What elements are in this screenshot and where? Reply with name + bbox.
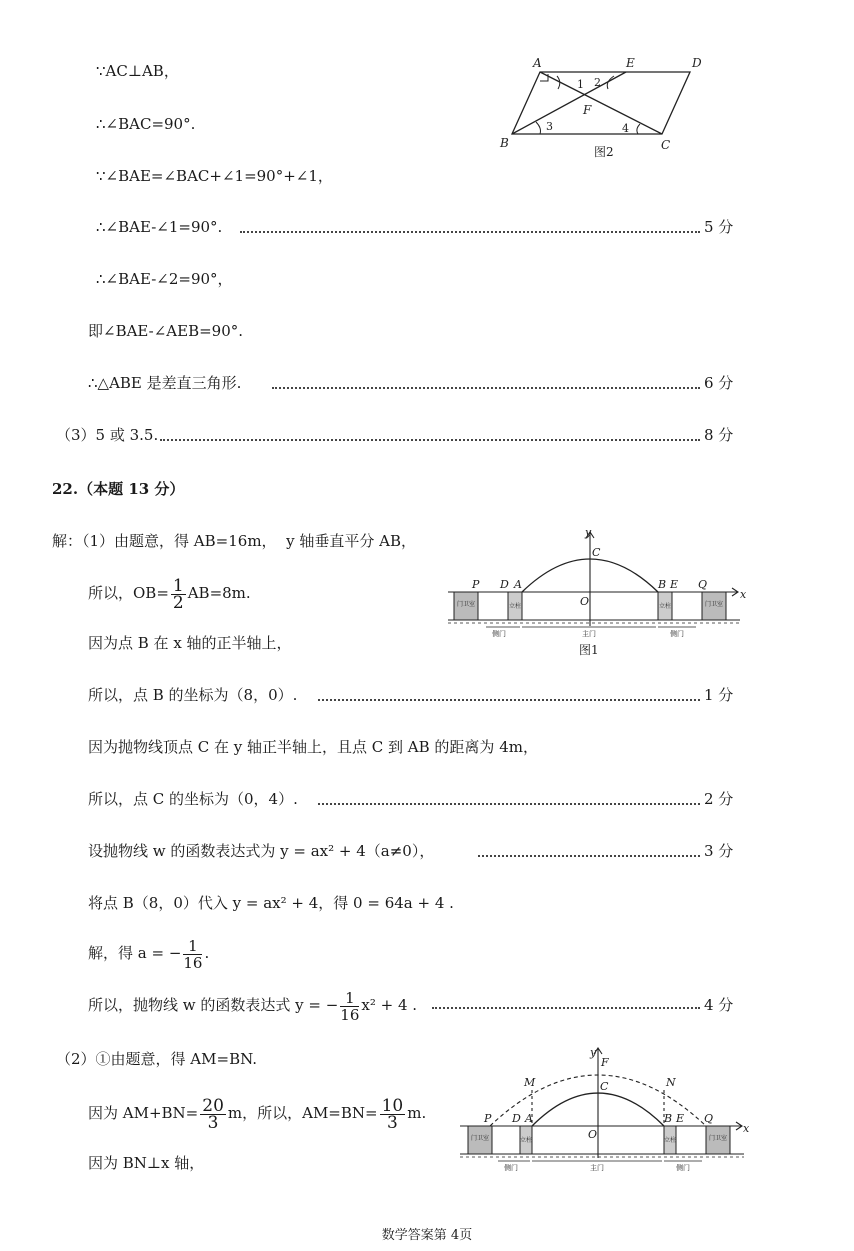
fig2-label-e: E (626, 56, 635, 70)
text-segment: x² + 4 . (361, 996, 418, 1014)
score-mark: 5 分 (704, 218, 734, 236)
solution-line-3: 因为点 B 在 x 轴的正半轴上， (88, 634, 292, 652)
proof-line-5: ∴∠BAE-∠2=90°， (96, 270, 233, 288)
proof-line-3: ∵∠BAE=∠BAC+∠1=90°+∠1， (96, 167, 333, 185)
fig1-guard-left-text: 门卫室 (457, 601, 476, 608)
text-segment: 所以，OB= (88, 584, 169, 602)
fig3-guard-left-text: 门卫室 (471, 1135, 490, 1142)
text-segment: 因为 AM+BN= (88, 1104, 199, 1122)
fig3-side-gate-left: 侧门 (504, 1164, 518, 1172)
fig3-post-left-text: 立柱 (520, 1137, 533, 1144)
solution-line-6: 所以，点 C 的坐标为（0，4）. (88, 790, 298, 808)
score-mark: 6 分 (704, 374, 734, 392)
proof-line-7: ∴△ABE 是差直三角形. (88, 374, 242, 392)
fig3-label-m: M (524, 1076, 536, 1089)
fraction-ten-thirds (380, 1095, 406, 1133)
angle-3-arc (536, 122, 541, 134)
fig1-post-right-text: 立柱 (659, 603, 672, 610)
fig3-label-a: A (525, 1112, 533, 1125)
fraction-numerator: 20 (202, 1095, 224, 1116)
fig3-label-p: P (484, 1112, 492, 1125)
fraction-denominator: 16 (183, 953, 203, 972)
fig2-angle-1: 1 (577, 78, 584, 91)
segment-ac (540, 72, 662, 134)
fig3-main-gate: 主门 (590, 1164, 604, 1172)
figure-3-gate-two-parabolas (452, 1044, 752, 1176)
part2-line-1: （2）①由题意，得 AM=BN. (56, 1050, 258, 1068)
fig1-side-gate-left: 侧门 (492, 630, 506, 638)
dot-leader (478, 853, 700, 857)
dot-leader (432, 1005, 700, 1009)
fig1-label-q: Q (698, 578, 708, 591)
fig1-label-o: O (580, 595, 590, 608)
fig3-label-o: O (588, 1128, 598, 1141)
fig2-angle-3: 3 (546, 120, 553, 133)
score-mark: 3 分 (704, 842, 734, 860)
solution-line-1 (52, 530, 416, 552)
text-segment: AB=8m. (187, 584, 251, 602)
part2-line-2 (88, 1094, 426, 1132)
solution-line-10 (88, 988, 417, 1023)
fig3-guard-right-text: 门卫室 (709, 1135, 728, 1142)
page-footer: 数学答案第 4页 (381, 1228, 473, 1243)
fraction-denominator: 2 (172, 592, 184, 613)
text-segment: 解，得 a = − (88, 944, 182, 962)
text-segment: 解：（1）由题意，得 AB=16m， (52, 532, 277, 550)
fraction-twenty-thirds (200, 1095, 226, 1133)
score-mark: 8 分 (704, 426, 734, 444)
text-segment: m. (407, 1104, 427, 1122)
solution-line-9: 解，得 a = − $\frac{1}{16}$ . (88, 936, 210, 972)
solution-line-2 (88, 576, 251, 611)
fig1-post-left-text: 立柱 (509, 603, 522, 610)
fraction-one-sixteenth (340, 990, 359, 1023)
fig3-label-d: D (512, 1112, 521, 1125)
fraction-denominator: 3 (387, 1112, 398, 1133)
fig3-post-right-text: 立柱 (664, 1137, 677, 1144)
solution-line-7: 设抛物线 w 的函数表达式为 y = ax² + 4（a≠0）， (88, 842, 435, 860)
fig1-label-b: B (658, 578, 667, 591)
fraction-denominator: 16 (340, 1005, 360, 1024)
dot-leader (318, 697, 700, 701)
fig2-label-d: D (692, 56, 702, 70)
fig3-label-x: x (743, 1122, 750, 1135)
angle-1-arc (557, 76, 560, 89)
answer-line-3: （3）5 或 3.5. (56, 426, 159, 444)
fraction-numerator: 1 (340, 990, 359, 1007)
score-mark: 4 分 (704, 996, 734, 1014)
text-segment: y 轴垂直平分 AB， (286, 532, 416, 550)
solution-line-8: 将点 B（8，0）代入 y = ax² + 4，得 0 = 64a + 4 . (88, 894, 454, 912)
fig1-caption: 图1 (579, 643, 599, 657)
fig1-label-p: P (472, 578, 480, 591)
dot-leader (240, 229, 700, 233)
angle-2-arc (607, 76, 614, 89)
question-22-header (52, 478, 184, 500)
fig2-label-c: C (661, 138, 671, 152)
dot-leader (160, 437, 700, 441)
figure-1-gate-parabola (440, 526, 750, 658)
fig1-guard-right-text: 门卫室 (705, 601, 724, 608)
fraction-one-half (171, 575, 186, 613)
fig3-label-y: y (590, 1046, 597, 1059)
fig3-label-c: C (600, 1080, 609, 1093)
fig1-label-c: C (592, 546, 601, 559)
fig3-label-e: E (676, 1112, 685, 1125)
fig2-label-b: B (500, 136, 509, 150)
fraction-numerator: 1 (172, 575, 184, 596)
fraction-numerator: 1 (183, 938, 202, 955)
dot-leader (318, 801, 700, 805)
text-segment: 所以，抛物线 w 的函数表达式 y = − (88, 996, 339, 1014)
fraction-one-sixteenth (183, 938, 202, 971)
solution-line-5: 因为抛物线顶点 C 在 y 轴正半轴上，且点 C 到 AB 的距离为 4m， (88, 738, 538, 756)
text-segment: m，所以，AM=BN= (227, 1104, 378, 1122)
proof-line-4: ∴∠BAE-∠1=90°. (96, 218, 223, 236)
fig1-label-x: x (740, 588, 747, 601)
fig2-caption: 图2 (594, 145, 614, 159)
proof-line-1: ∵AC⊥AB， (96, 62, 179, 80)
fig2-angle-4: 4 (622, 122, 629, 135)
proof-line-6: 即∠BAE-∠AEB=90°. (88, 322, 244, 340)
proof-line-2: ∴∠BAC=90°. (96, 115, 196, 133)
fig3-label-n: N (666, 1076, 676, 1089)
solution-line-4: 所以，点 B 的坐标为（8，0）. (88, 686, 298, 704)
figure-2-parallelogram (490, 52, 720, 167)
score-mark: 1 分 (704, 686, 734, 704)
fig3-side-gate-right: 侧门 (676, 1164, 690, 1172)
fig3-label-q: Q (704, 1112, 714, 1125)
question-points: （本题 13 分） (78, 480, 185, 498)
fig1-label-e: E (670, 578, 679, 591)
fig2-label-f: F (583, 103, 592, 117)
fraction-numerator: 10 (381, 1095, 404, 1116)
fig1-label-y: y (585, 526, 592, 539)
score-mark: 2 分 (704, 790, 734, 808)
fig1-side-gate-right: 侧门 (670, 630, 684, 638)
fig1-label-d: D (500, 578, 509, 591)
angle-4-arc (637, 124, 640, 134)
fraction-denominator: 3 (207, 1112, 219, 1133)
fig1-label-a: A (514, 578, 522, 591)
fig3-label-f: F (601, 1056, 609, 1069)
dot-leader (272, 385, 700, 389)
question-number: 22. (52, 480, 79, 498)
fig1-main-gate: 主门 (582, 630, 596, 638)
fig2-angle-2: 2 (594, 76, 601, 89)
fig3-label-b: B (664, 1112, 673, 1125)
part2-line-3: 因为 BN⊥x 轴， (88, 1154, 205, 1172)
fig2-label-a: A (533, 56, 542, 70)
